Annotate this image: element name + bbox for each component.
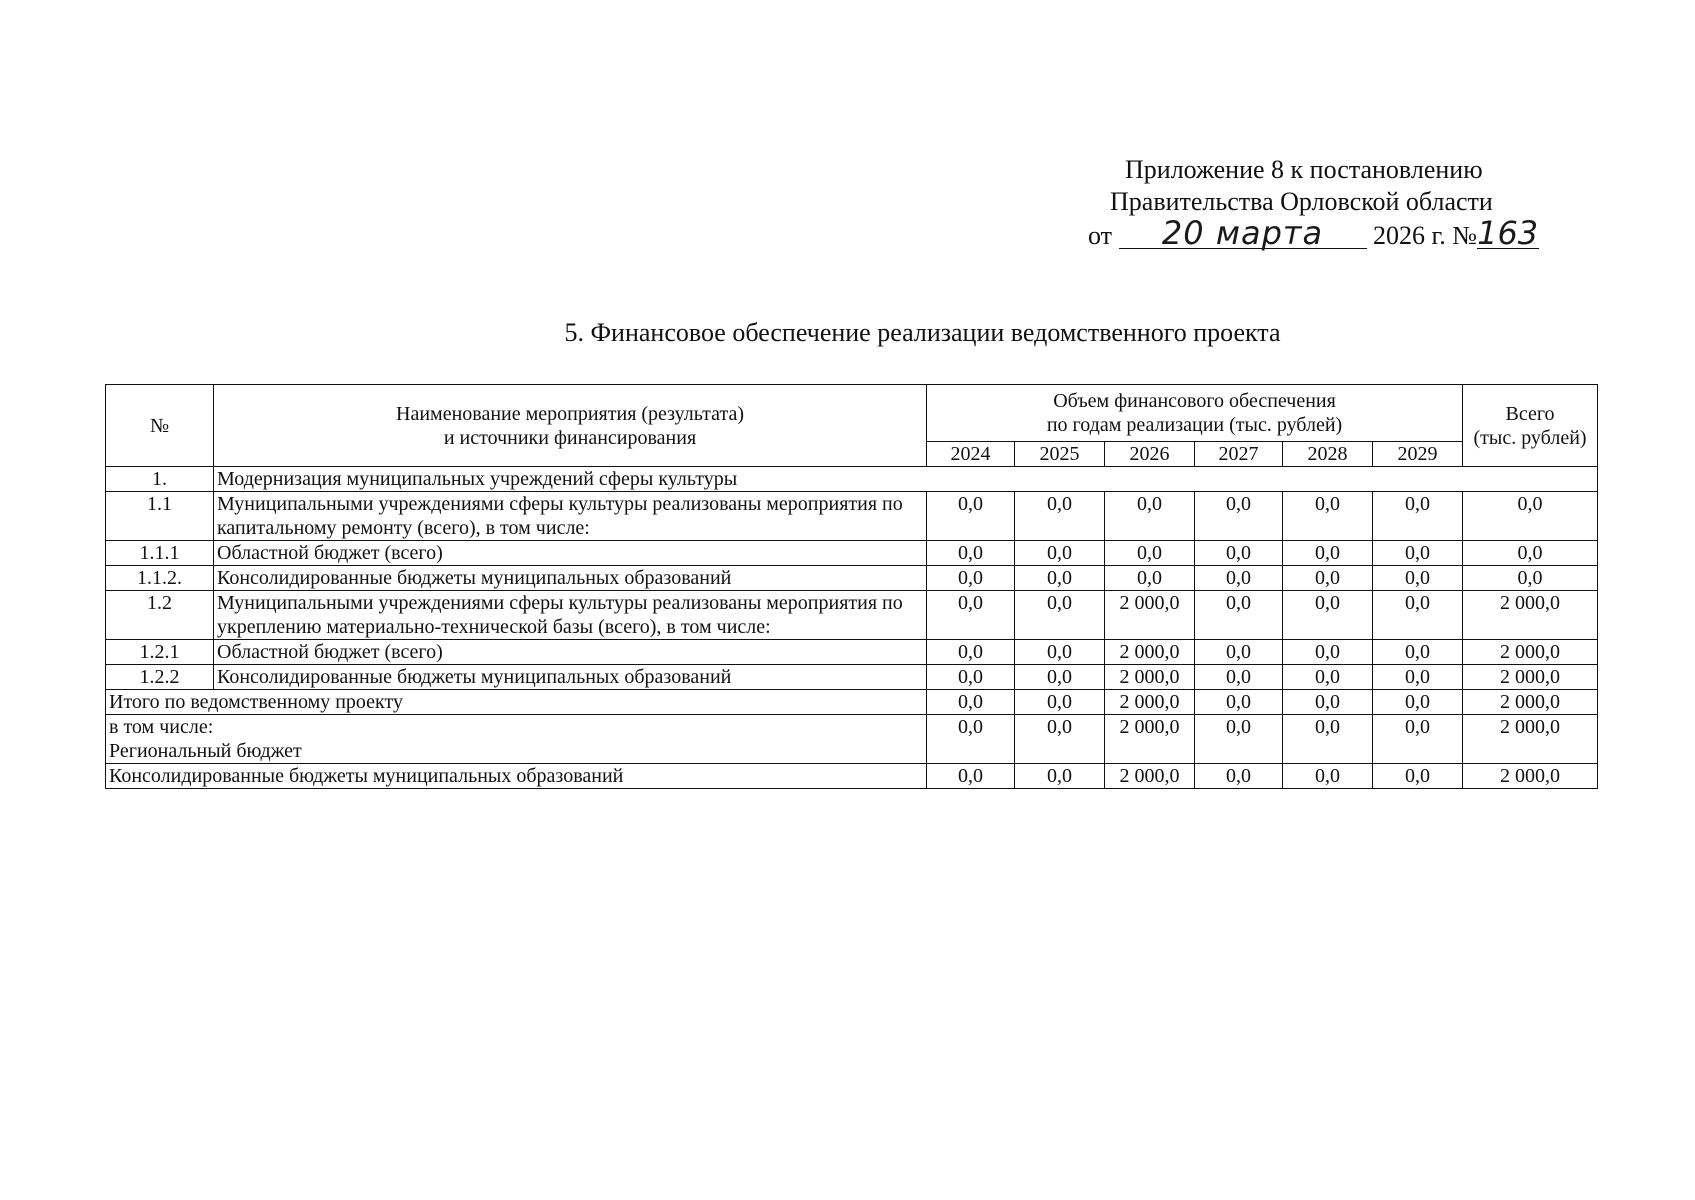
row-num: 1.2.1 xyxy=(106,640,214,665)
row-value: 0,0 xyxy=(1463,541,1598,566)
row-name: Муниципальными учреждениями сферы культуры реализованы мероприятия по капитальному ремонту (всего), в том числе: xyxy=(214,492,927,541)
total-value: 0,0 xyxy=(1283,715,1373,764)
appendix-block xyxy=(1000,154,1560,252)
header-num: № xyxy=(106,385,214,467)
header-year: 2029 xyxy=(1373,442,1463,467)
row-value: 0,0 xyxy=(1463,566,1598,591)
row-num: 1.1 xyxy=(106,492,214,541)
row-value: 0,0 xyxy=(927,492,1015,541)
row-value: 2 000,0 xyxy=(1105,640,1195,665)
row-value: 0,0 xyxy=(1283,640,1373,665)
row-value: 2 000,0 xyxy=(1463,640,1598,665)
total-value: 0,0 xyxy=(927,715,1015,764)
row-value: 0,0 xyxy=(1015,591,1105,640)
table-row xyxy=(106,591,1598,640)
header-year: 2026 xyxy=(1105,442,1195,467)
total-value: 2 000,0 xyxy=(1463,690,1598,715)
row-value: 0,0 xyxy=(1373,665,1463,690)
row-name: Муниципальными учреждениями сферы культуры реализованы мероприятия по укреплению материально-технической базы (всего), в том числе: xyxy=(214,591,927,640)
header-total xyxy=(1463,385,1598,467)
row-value: 2 000,0 xyxy=(1463,591,1598,640)
header-total-line-2: (тыс. рублей) xyxy=(1473,426,1587,449)
row-value: 0,0 xyxy=(1195,492,1283,541)
row-value: 0,0 xyxy=(1105,541,1195,566)
total-value: 0,0 xyxy=(1283,690,1373,715)
total-value: 2 000,0 xyxy=(1105,764,1195,789)
row-value: 0,0 xyxy=(1105,566,1195,591)
row-name: Областной бюджет (всего) xyxy=(214,640,927,665)
row-value: 0,0 xyxy=(927,591,1015,640)
header-year: 2028 xyxy=(1283,442,1373,467)
row-value: 0,0 xyxy=(1373,541,1463,566)
total-value: 0,0 xyxy=(1373,764,1463,789)
row-value: 0,0 xyxy=(1195,566,1283,591)
total-name xyxy=(106,715,927,764)
row-value: 0,0 xyxy=(927,665,1015,690)
total-name-line: Региональный бюджет xyxy=(109,740,302,762)
total-name xyxy=(106,764,927,789)
row-value: 0,0 xyxy=(1015,566,1105,591)
header-year: 2025 xyxy=(1015,442,1105,467)
row-value: 0,0 xyxy=(1283,665,1373,690)
row-value: 0,0 xyxy=(1283,492,1373,541)
handwritten-number: 163 xyxy=(1477,214,1539,252)
total-value: 2 000,0 xyxy=(1463,764,1598,789)
total-value: 0,0 xyxy=(927,690,1015,715)
table-row xyxy=(106,566,1598,591)
total-value: 0,0 xyxy=(1195,764,1283,789)
row-value: 0,0 xyxy=(1195,665,1283,690)
row-value: 0,0 xyxy=(1463,492,1598,541)
financing-table xyxy=(105,384,1598,789)
row-value: 0,0 xyxy=(1015,640,1105,665)
row-value: 0,0 xyxy=(1195,640,1283,665)
row-value: 0,0 xyxy=(1283,541,1373,566)
total-value: 0,0 xyxy=(1015,690,1105,715)
appendix-line-2: Правительства Орловской области xyxy=(1110,187,1493,216)
row-value: 0,0 xyxy=(927,566,1015,591)
total-name-line: Консолидированные бюджеты муниципальных образований xyxy=(109,765,624,787)
row-num: 1.2 xyxy=(106,591,214,640)
total-name-line: в том числе: xyxy=(109,716,214,738)
total-row xyxy=(106,690,1598,715)
row-num: 1.1.1 xyxy=(106,541,214,566)
total-value: 0,0 xyxy=(927,764,1015,789)
total-value: 2 000,0 xyxy=(1463,715,1598,764)
header-volume xyxy=(927,385,1463,442)
header-total-line-1: Всего xyxy=(1505,402,1555,425)
section-num: 1. xyxy=(106,467,214,492)
total-value: 2 000,0 xyxy=(1105,690,1195,715)
section-title-text: 5. Финансовое обеспечение реализации ведомственного проекта xyxy=(564,318,1281,347)
table-row xyxy=(106,541,1598,566)
table-row xyxy=(106,640,1598,665)
row-value: 0,0 xyxy=(1373,492,1463,541)
appendix-line-3 xyxy=(1000,214,1560,252)
row-value: 0,0 xyxy=(1283,566,1373,591)
handwritten-date: 20 марта xyxy=(1119,218,1367,249)
row-value: 0,0 xyxy=(1283,591,1373,640)
header-year: 2024 xyxy=(927,442,1015,467)
table-row xyxy=(106,492,1598,541)
row-name: Консолидированные бюджеты муниципальных образований xyxy=(214,566,927,591)
header-name-line-2: и источники финансирования xyxy=(443,426,697,449)
row-value: 2 000,0 xyxy=(1463,665,1598,690)
row-value: 0,0 xyxy=(927,640,1015,665)
header-name xyxy=(214,385,927,467)
total-value: 0,0 xyxy=(1195,715,1283,764)
row-value: 2 000,0 xyxy=(1105,591,1195,640)
total-row xyxy=(106,764,1598,789)
appendix-line-1: Приложение 8 к постановлению xyxy=(1125,155,1483,184)
row-num: 1.1.2. xyxy=(106,566,214,591)
total-value: 0,0 xyxy=(1015,715,1105,764)
section-row xyxy=(106,467,1598,492)
row-value: 0,0 xyxy=(1105,492,1195,541)
row-name: Областной бюджет (всего) xyxy=(214,541,927,566)
header-volume-line-1: Объем финансового обеспечения xyxy=(1053,390,1336,412)
row-value: 0,0 xyxy=(1195,541,1283,566)
total-value: 2 000,0 xyxy=(1105,715,1195,764)
row-name: Консолидированные бюджеты муниципальных образований xyxy=(214,665,927,690)
total-name xyxy=(106,690,927,715)
appendix-prefix: от xyxy=(1088,221,1113,250)
total-value: 0,0 xyxy=(1195,690,1283,715)
total-row xyxy=(106,715,1598,764)
total-value: 0,0 xyxy=(1283,764,1373,789)
total-value: 0,0 xyxy=(1373,690,1463,715)
header-name-line-1: Наименование мероприятия (результата) xyxy=(396,402,744,425)
total-value: 0,0 xyxy=(1015,764,1105,789)
row-value: 0,0 xyxy=(1015,541,1105,566)
row-value: 0,0 xyxy=(1195,591,1283,640)
table-row xyxy=(106,665,1598,690)
row-value: 0,0 xyxy=(1373,566,1463,591)
header-volume-line-2: по годам реализации (тыс. рублей) xyxy=(1046,414,1343,436)
row-value: 0,0 xyxy=(1015,665,1105,690)
section-name: Модернизация муниципальных учреждений сферы культуры xyxy=(214,467,1598,492)
total-name-line: Итого по ведомственному проекту xyxy=(109,691,403,713)
section-title xyxy=(0,318,1695,348)
row-value: 2 000,0 xyxy=(1105,665,1195,690)
appendix-year: 2026 г. № xyxy=(1373,221,1478,250)
row-value: 0,0 xyxy=(927,541,1015,566)
row-value: 0,0 xyxy=(1015,492,1105,541)
header-year: 2027 xyxy=(1195,442,1283,467)
row-num: 1.2.2 xyxy=(106,665,214,690)
row-value: 0,0 xyxy=(1373,640,1463,665)
row-value: 0,0 xyxy=(1373,591,1463,640)
total-value: 0,0 xyxy=(1373,715,1463,764)
